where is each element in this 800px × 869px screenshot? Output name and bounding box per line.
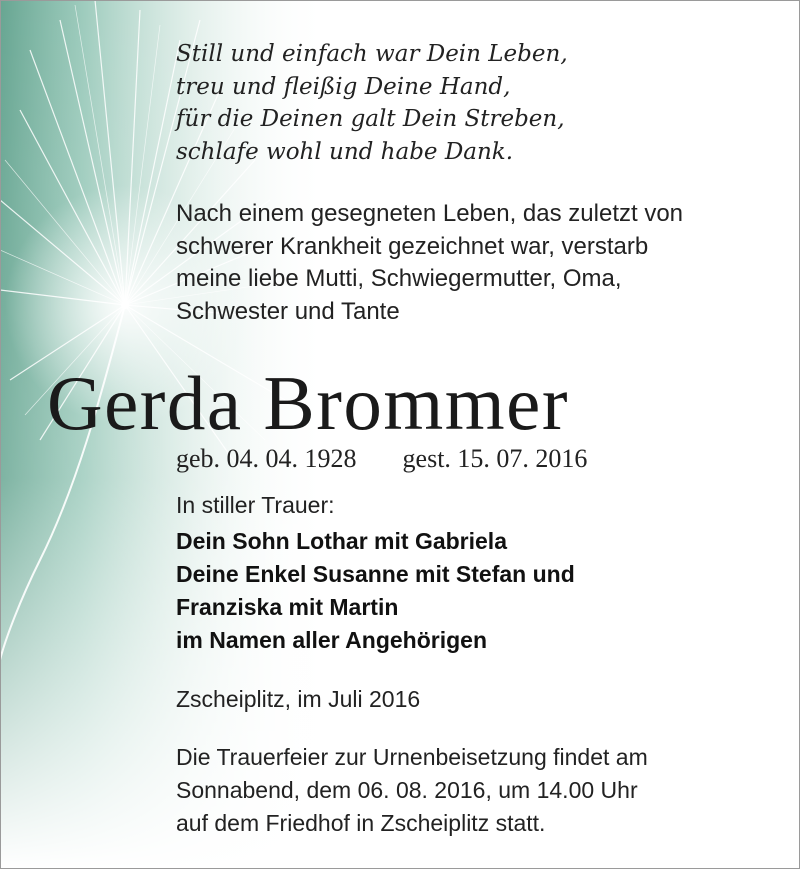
mourners-list bbox=[176, 525, 575, 657]
poem-line: für die Deinen galt Dein Streben, bbox=[176, 106, 565, 132]
poem-line: treu und fleißig Deine Hand, bbox=[176, 73, 511, 100]
intro-line: schwerer Krankheit gezeichnet war, verstarb bbox=[176, 232, 649, 260]
mourning-label: In stiller Trauer: bbox=[176, 492, 335, 518]
life-dates bbox=[176, 442, 587, 476]
funeral-line: auf dem Friedhof in Zscheiplitz statt. bbox=[176, 810, 546, 836]
mourner-line: im Namen aller Angehörigen bbox=[176, 627, 487, 653]
intro-line: Schwester und Tante bbox=[176, 297, 400, 325]
mourner-line: Deine Enkel Susanne mit Stefan und bbox=[176, 561, 575, 587]
funeral-line: Sonnabend, dem 06. 08. 2016, um 14.00 Uhr bbox=[176, 777, 638, 803]
intro-line: meine liebe Mutti, Schwiegermutter, Oma, bbox=[176, 265, 622, 292]
birth-date: geb. 04. 04. 1928 bbox=[176, 444, 357, 473]
mourner-line: Franziska mit Martin bbox=[176, 594, 399, 620]
poem-line: schlafe wohl und habe Dank. bbox=[176, 138, 514, 165]
place-date: Zscheiplitz, im Juli 2016 bbox=[176, 686, 421, 712]
funeral-info bbox=[176, 741, 648, 840]
mourner-line: Dein Sohn Lothar mit Gabriela bbox=[176, 528, 507, 554]
deceased-name: Gerda Brommer bbox=[47, 360, 569, 446]
intro-line: Nach einem gesegneten Leben, das zuletzt von bbox=[176, 200, 684, 227]
poem bbox=[176, 38, 568, 168]
intro-text bbox=[176, 198, 776, 328]
funeral-line: Die Trauerfeier zur Urnenbeisetzung findet am bbox=[176, 744, 648, 770]
death-date: gest. 15. 07. 2016 bbox=[402, 444, 588, 473]
poem-line: Still und einfach war Dein Leben, bbox=[176, 41, 568, 67]
